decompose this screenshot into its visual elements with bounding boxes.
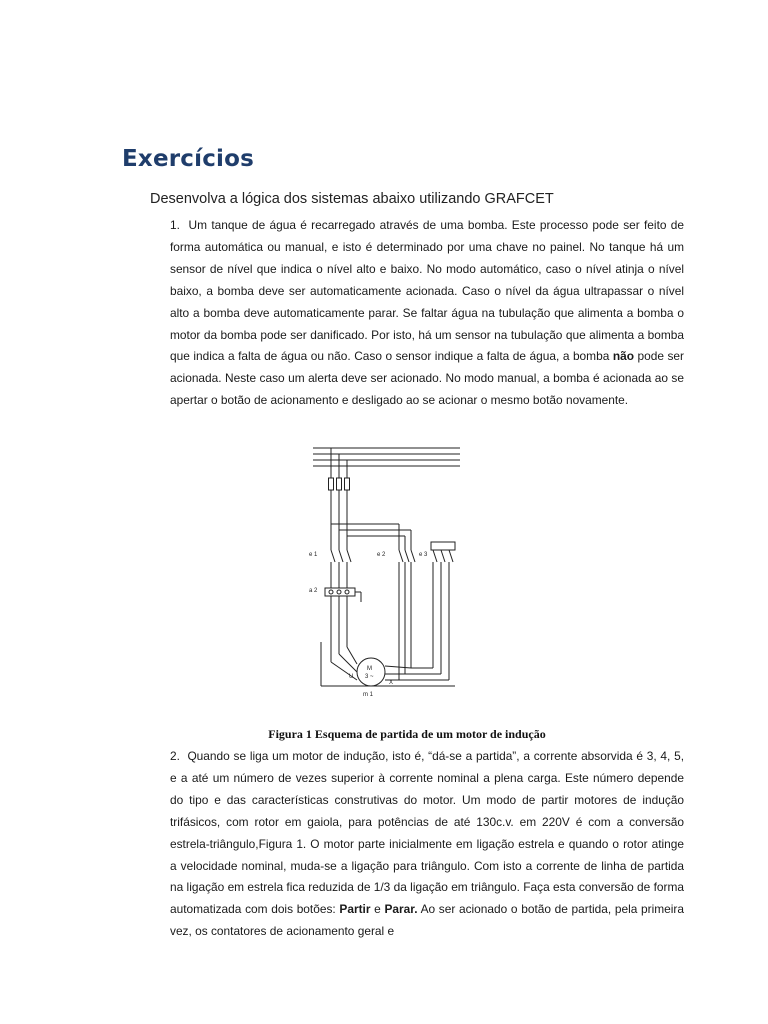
exercise-2-text-a: Quando se liga um motor de indução, isto é, “dá-se a partida”, a corrente absorvida é 3, 4, 5, e a até um número de vezes superior à corrente nominal a plena carga. Este número depende do tipo e das características construtivas do motor. Um modo de partir motores de indução trifásicos, com rotor em gaiola, para potências de até 130c.v. em 220V é com a conversão estrela-triângulo,Figura 1. O motor parte inicialmente em ligação estrela e quando o rotor atinge a velocidade nominal, muda-se a ligação para triângulo. Com isto a corrente de linha de partida na ligação em estrela fica reduzida de 1/3 da ligação em triângulo. Faça esta conversão de forma automatizada com dois botões: (170, 749, 685, 917)
motor-start-diagram (305, 442, 465, 700)
exercise-1-paragraph (150, 215, 684, 412)
exercise-1-number: 1. (170, 218, 180, 232)
figure-caption: Figura 1 Esquema de partida de um motor de indução (268, 727, 546, 741)
exercise-2-bold-parar: Parar. (384, 902, 418, 917)
label-m1: m 1 (363, 692, 374, 698)
label-u: U (349, 674, 354, 680)
label-motor-m: M (367, 666, 372, 672)
page-subtitle: Desenvolva a lógica dos sistemas abaixo utilizando GRAFCET (150, 191, 554, 207)
exercise-2-number: 2. (170, 749, 180, 763)
page-title: Exercícios (122, 146, 255, 172)
label-motor-phase: 3 ~ (365, 674, 374, 680)
label-a2: a 2 (309, 588, 318, 594)
exercise-1-text-a: Um tanque de água é recarregado através de uma bomba. Este processo pode ser feito de forma automática ou manual, e isto é determinado por uma chave no painel. No tanque há um sensor de nível que indica o nível alto e baixo. No modo automático, caso o nível atinja o nível baixo, a bomba deve ser automaticamente acionada. Caso o nível da água ultrapassar o nível alto a bomba deve automaticamente parar. Se faltar água na tubulação que alimenta a bomba o motor da bomba pode ser danificado. Por isto, há um sensor na tubulação que alimenta a bomba que indica a falta de água ou não. Caso o sensor indique a falta de água, a bomba (170, 218, 685, 364)
exercise-1-bold: não (612, 349, 634, 364)
label-x: X (389, 680, 394, 686)
label-e3: e 3 (419, 552, 428, 558)
label-e1: e 1 (309, 552, 318, 558)
exercise-2-text-b: Ao ser acionado o botão de partida, pela primeira vez, os contatores de acionamento geral e (170, 902, 684, 939)
exercise-2-bold-partir: Partir (339, 902, 371, 917)
label-e2: e 2 (377, 552, 386, 558)
exercise-2-mid: e (374, 902, 381, 917)
exercise-2-paragraph (150, 746, 684, 943)
exercise-1-text-b: pode ser acionada. Neste caso um alerta deve ser acionado. No modo manual, a bomba é acionada ao se apertar o botão de acionamento e desligado ao se acionar o mesmo botão novamente. (170, 349, 685, 408)
